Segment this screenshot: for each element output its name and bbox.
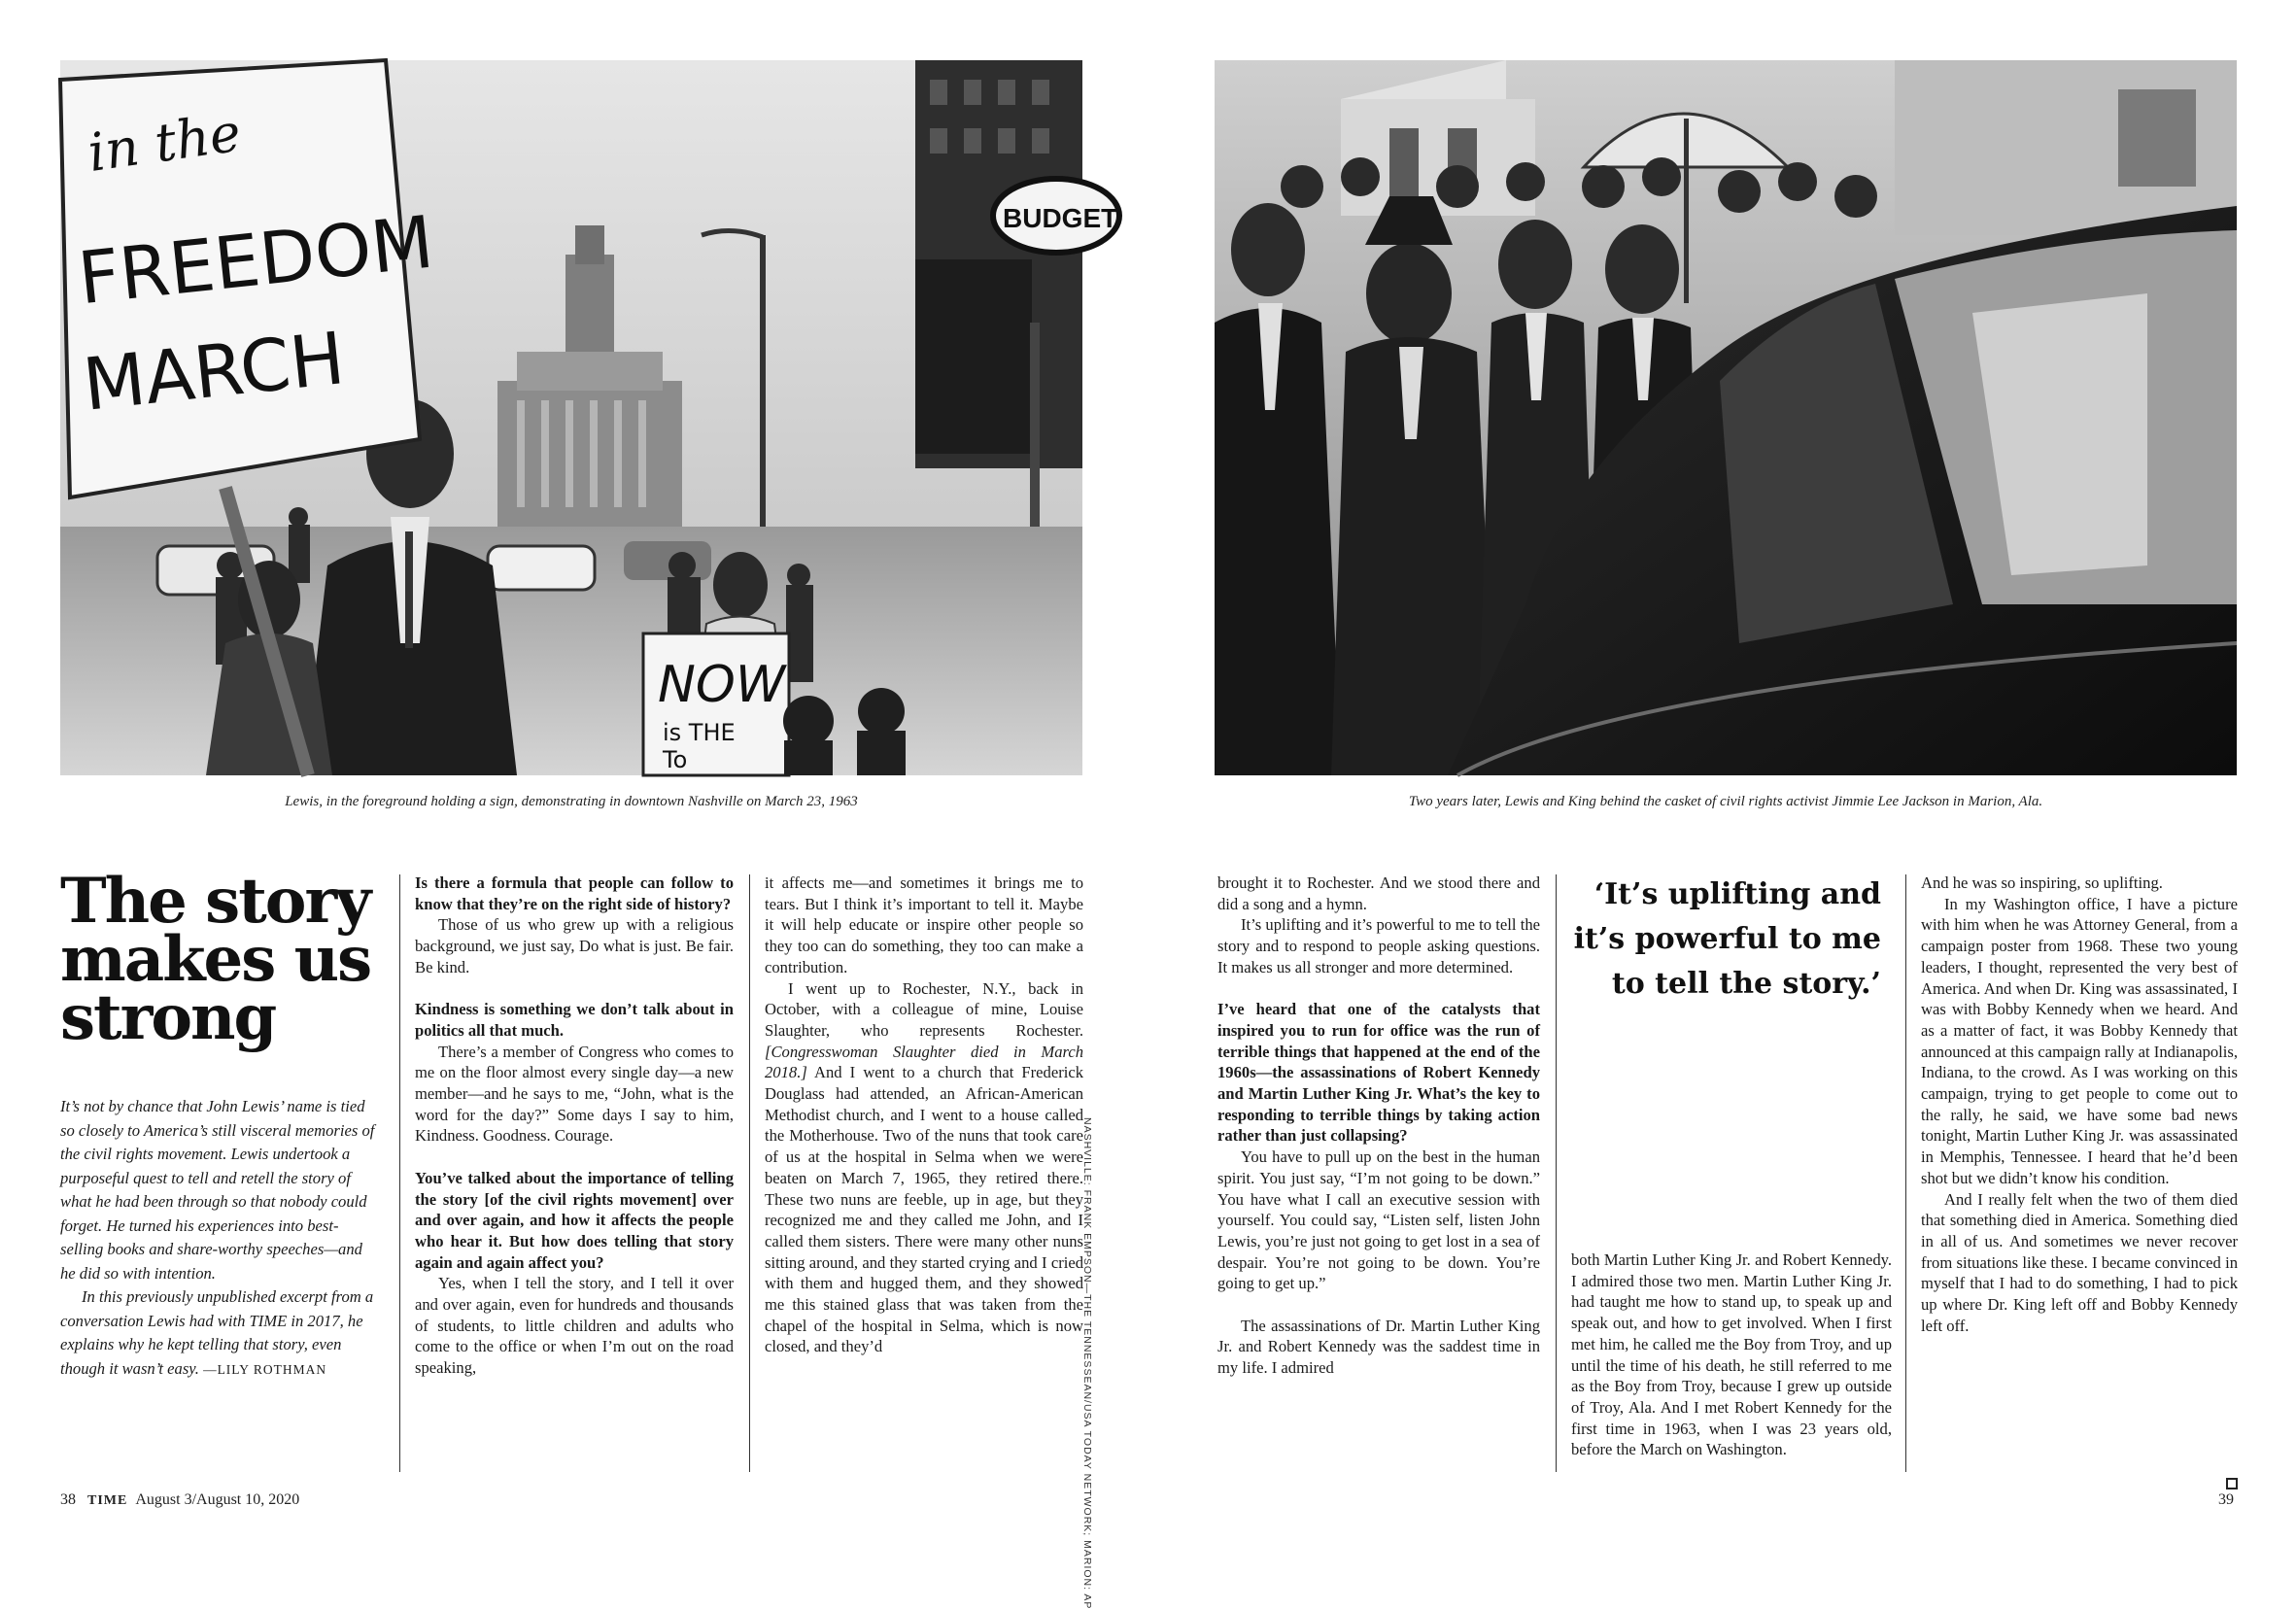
answer-kindness: There’s a member of Congress who comes to me on the floor almost every single day—a new member—and he says to me, “John, what is the word for the day?” Some days I say to him, Kindness. Goodness. Courage. (415, 1042, 734, 1146)
folio-left (60, 1491, 299, 1509)
intro-paragraph-1: It’s not by chance that John Lewis’ name is tied so closely to America’s still visceral memories of the civil rights movement. Lewis undertook a purposeful quest to tell and retell the story of what he had been through so that nobody could forget. He turned his experiences into best-selling books and share-worthy speeches—and he did so with intention. (60, 1097, 375, 1283)
col3-paragraph-1: brought it to Rochester. And we stood there and did a song and a hymn. (1217, 873, 1540, 913)
col4-paragraph-1: both Martin Luther King Jr. and Robert Kennedy. I admired those two men. Martin Luther King Jr. had taught me how to stand up, to speak up and speak out, and how to get involved. When I first met him, he called me the Boy from Troy, and up until the time of his death, he still referred to me as the Boy from Troy, because I grew up outside of Troy, Ala. And I met Robert Kennedy for the first time in 1963, when I was 23 years old, before the March on Washington. (1571, 1250, 1892, 1459)
col2-paragraph-2b: And I went to a church that Frederick Douglass had attended, an African-American Methodist church, and I went to a house called the Motherhouse. Two of the nuns that took care of us at the hospital in Selma when we were beaten on March 7, 1965, they retired there. These two nuns are feeble, up in age, but they recognized me and they called me John, and I called them sisters. There were many other nuns sitting around, and they started crying and I cried with them and hugged them, and they showed me this stained glass that was taken from the chapel of the hospital in Selma, which is now closed, and they’d (765, 1063, 1084, 1356)
magazine-name: TIME (87, 1493, 128, 1508)
col5-paragraph-1: And he was so inspiring, so uplifting. (1921, 873, 2163, 892)
page-number-right: 39 (2218, 1491, 2234, 1508)
question-catalysts: I’ve heard that one of the catalysts that inspired you to run for office was the run of terrible things that happened at the end of the 1960s—the assassinations of Robert Kennedy and Martin Luther King Jr. What’s the key to responding to terrible things by taking action rather than just collapsing? (1217, 1000, 1540, 1146)
article-headline: The story makes us strong (60, 865, 371, 1054)
photo-marion-march (1215, 60, 2237, 775)
freedom-sign-line3: MARCH (79, 317, 349, 428)
column-rule-1 (399, 874, 400, 1472)
folio-right (2218, 1491, 2234, 1509)
caption-right-photo: Two years later, Lewis and King behind the casket of civil rights activist Jimmie Lee Jackson in Marion, Ala. (1408, 794, 2043, 809)
question-formula: Is there a formula that people can follow to know that they’re on the right side of history? (415, 873, 734, 913)
col5-paragraph-2: In my Washington office, I have a picture with him when he was Attorney General, from a campaign poster from 1968. These two young leaders, I thought, represented the very best of America. And when Dr. King was assassinated, I was with Bobby Kennedy when we heard. And as a matter of fact, it was Bobby Kennedy that announced at this campaign rally at Indianapolis, Indiana, to the crowd. As I was working on this campaign, trying to get people to come out to the rally, he said, we have some bad news tonight, Martin Luther King Jr. was assassinated in Memphis, Tennessee. I heard that he’d been shot but we didn’t know his condition. (1921, 894, 2238, 1187)
col3-paragraph-assassinations: The assassinations of Dr. Martin Luther King Jr. and Robert Kennedy was the saddest time in my life. I admired (1217, 1316, 1540, 1378)
page-number-left: 38 (60, 1491, 76, 1508)
end-mark-icon (2226, 1478, 2238, 1489)
col2-paragraph-1: it affects me—and sometimes it brings me to tears. But I think it’s important to tell it. Maybe it will help educate or inspire other people so they too can do something, they too can make a contribution. (765, 873, 1083, 976)
column-5 (1921, 873, 2238, 1336)
column-rule-4 (1905, 874, 1906, 1472)
column-4 (1571, 1250, 1892, 1460)
freedom-sign-line1: in the (84, 101, 245, 184)
pull-quote: ‘It’s uplifting and it’s powerful to me to tell the story.’ (1573, 877, 1881, 1001)
photo-nashville-graphic (60, 60, 1118, 775)
now-sign-line2: is THE (663, 719, 736, 746)
byline: —LILY ROTHMAN (203, 1361, 327, 1377)
photo-marion-graphic (1215, 60, 2237, 775)
answer-formula: Those of us who grew up with a religious background, we just say, Do what is just. Be fair. Be kind. (415, 915, 734, 976)
column-rule-2 (749, 874, 750, 1472)
photo-credit: NASHVILLE: FRANK EMPSON—THE TENNESSEAN/USA TODAY NETWORK; MARION: AP (1081, 1117, 1093, 1609)
issue-date: August 3/August 10, 2020 (135, 1491, 300, 1508)
intro-paragraph-2 (60, 1285, 381, 1382)
col2-paragraph-2a: I went up to Rochester, N.Y., back in October, with a colleague of mine, Louise Slaughter, who represents Rochester. (765, 978, 1083, 1040)
now-sign-line3: To (663, 746, 688, 773)
col3-paragraph-2: It’s uplifting and it’s powerful to me to tell the story and to respond to people asking questions. It makes us all stronger and more determined. (1217, 915, 1540, 976)
question-telling-story: You’ve talked about the importance of telling the story [of the civil rights movement] over and over again, and how it affects the people who hear it. But how does telling that story again and again affect you? (415, 1168, 734, 1272)
intro-paragraph-2-text: In this previously unpublished excerpt from a conversation Lewis had with TIME in 2017, he explains why he kept telling that story, even though it wasn’t easy. (60, 1287, 374, 1378)
column-3 (1217, 873, 1540, 1379)
col2-paragraph-2 (765, 978, 1083, 1358)
caption-left-photo: Lewis, in the foreground holding a sign, demonstrating in downtown Nashville on March 23, 1963 (285, 794, 858, 809)
col5-paragraph-3: And I really felt when the two of them died that something died in America. Something died in all of us. And sometimes we never recover from situations like these. I became convinced in myself that I had to do something, I had to pick up where Dr. King left off and Bobby Kennedy left off. (1921, 1189, 2238, 1335)
answer-telling-story: Yes, when I tell the story, and I tell it over and over again, even for hundreds and thousands of students, to little children and adults who come to the office or when I’m out on the road speaking, (415, 1274, 734, 1378)
column-1 (415, 873, 734, 1379)
editor-note: [Congresswoman Slaughter died in March 2018.] (765, 1042, 1083, 1082)
now-sign-line1: NOW (658, 656, 786, 714)
freedom-sign-line2: FREEDOM (74, 200, 438, 322)
answer-catalysts: You have to pull up on the best in the human spirit. You just say, “I’m not going to be down.” You have what I call an executive session with yourself. You could say, “Listen self, listen John Lewis, you’re just not going to get lost in a sea of despair. You’re not going to be down. You’re going to get up.” (1217, 1147, 1540, 1293)
budget-sign-text: BUDGET (1003, 203, 1118, 233)
question-kindness: Kindness is something we don’t talk about in politics all that much. (415, 1000, 734, 1040)
column-2 (765, 873, 1083, 1357)
photo-nashville-march (60, 60, 1118, 775)
article-intro (60, 1095, 381, 1382)
